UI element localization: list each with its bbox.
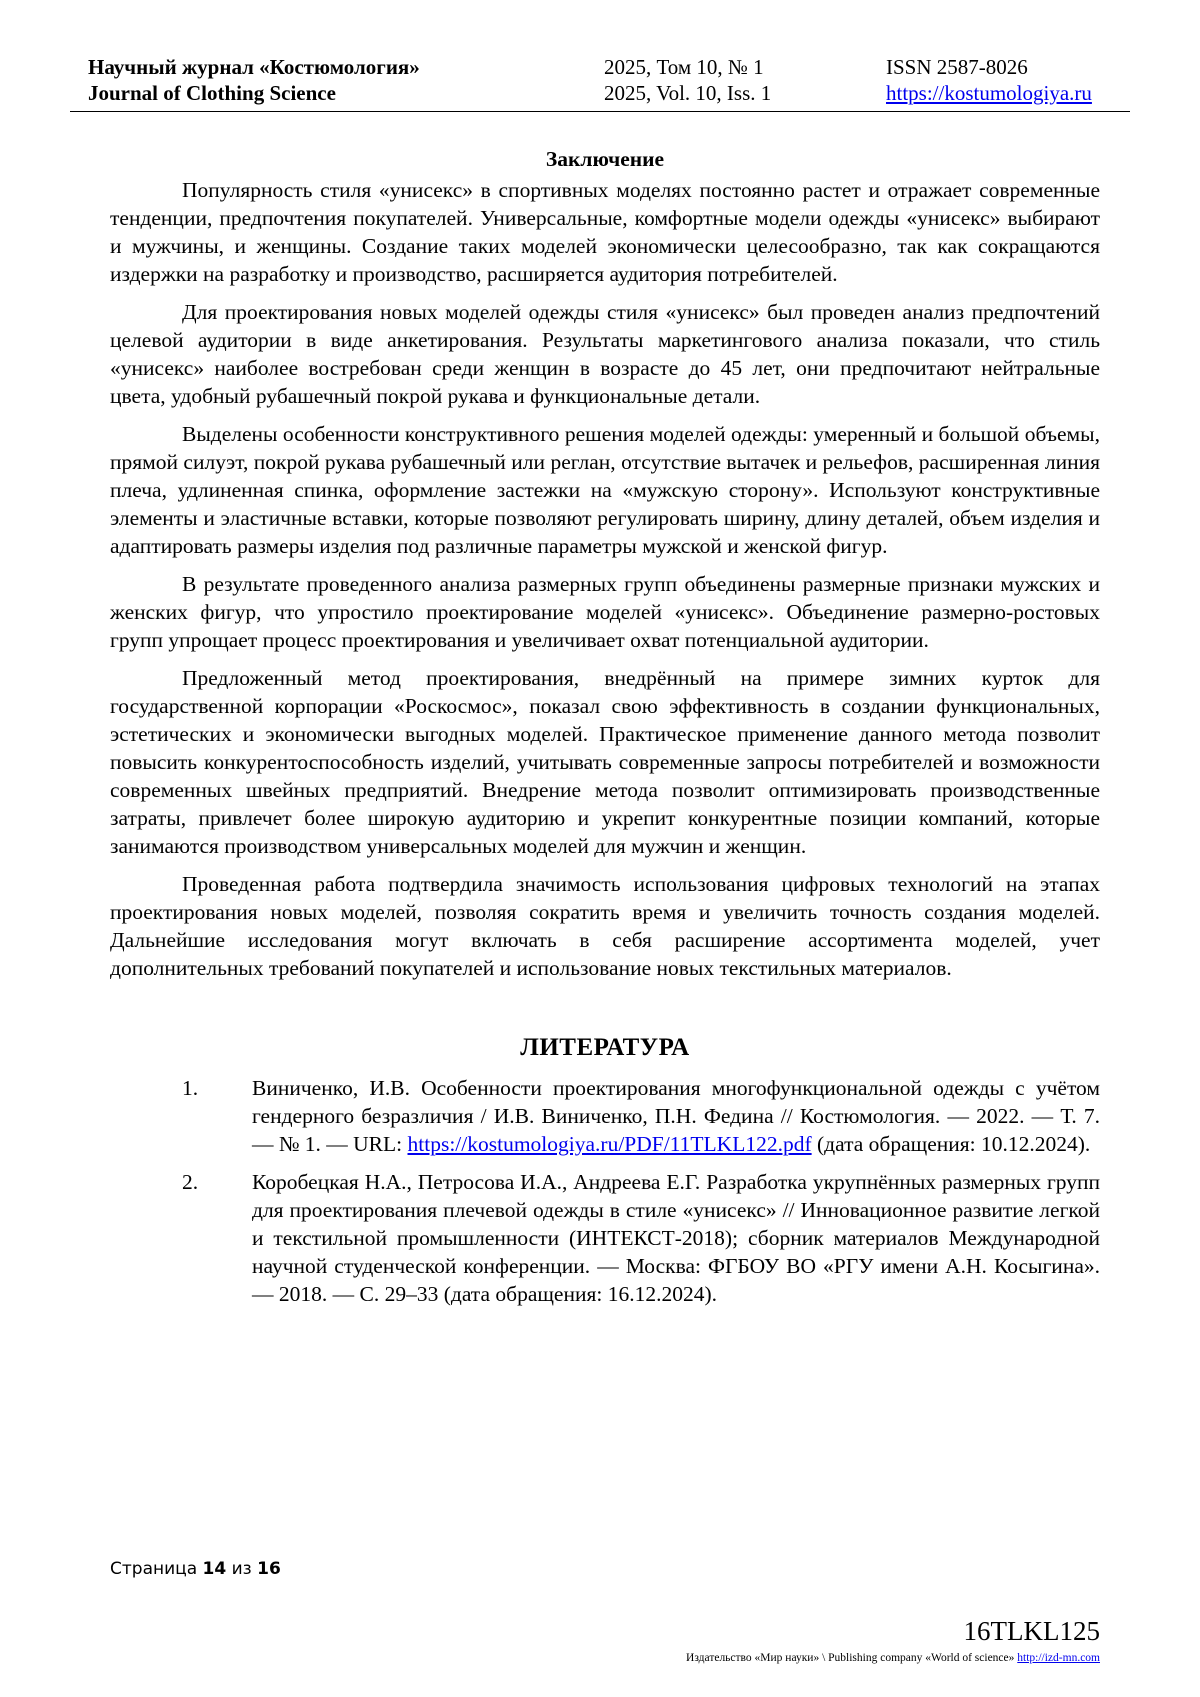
header-divider [70, 111, 1130, 112]
page-number [110, 1559, 281, 1579]
conclusion-paragraph: Выделены особенности конструктивного решения моделей одежды: умеренный и большой объемы, прямой силуэт, покрой рукава рубашечный или реглан, отсутствие вытачек и рельефов, расширенная линия плеча, удлиненная спинка, оформление застежки на «мужскую сторону». Используют конструктивные элементы и эластичные вставки, которые позволяют регулировать ширину, длину деталей, объем изделия и адаптировать размеры изделия под различные параметры мужской и женской фигур. [110, 422, 1100, 558]
issue-ru: 2025, Том 10, № 1 [604, 55, 764, 79]
page-current: 14 [202, 1559, 227, 1579]
reference-text: Коробецкая Н.А., Петросова И.А., Андреева Е.Г. Разработка укрупнённых размерных групп для проектирования плечевой одежды в стиле «унисекс» // Инновационное развитие легкой и текстильной промышленности (ИНТЕКСТ-2018); сборник материалов Международной научной студенческой конференции. — Москва: ФГБОУ ВО «РГУ имени А.Н. Косыгина». — 2018. — С. 29–33 (дата обращения: 16.12.2024). [252, 1170, 1100, 1306]
issn-block [886, 54, 1092, 106]
journal-title-ru: Научный журнал «Костюмология» [88, 55, 420, 79]
conclusion-heading: Заключение [545, 147, 665, 171]
issue-en: 2025, Vol. 10, Iss. 1 [604, 81, 772, 105]
publisher-text: Издательство «Мир науки» \ Publishing company «World of science» [686, 1652, 1015, 1664]
reference-link[interactable]: https://kostumologiya.ru/PDF/11TLKL122.pdf [407, 1132, 812, 1156]
conclusion-paragraph: В результате проведенного анализа размерных групп объединены размерные признаки мужских и женских фигур, что упростило проектирование моделей «унисекс». Объединение размерно-ростовых групп упрощает процесс проектирования и увеличивает охват потенциальной аудитории. [110, 572, 1100, 652]
reference-text-after: (дата обращения: 10.12.2024). [811, 1132, 1091, 1156]
reference-item [110, 1074, 1100, 1158]
conclusion-paragraph: Проведенная работа подтвердила значимость использования цифровых технологий на этапах проектирования новых моделей, позволяя сократить время и увеличить точность создания моделей. Дальнейшие исследования могут включать в себя расширение ассортимента моделей, учет дополнительных требований покупателей и использование новых текстильных материалов. [110, 872, 1100, 980]
journal-title-block [88, 54, 420, 106]
reference-text [252, 1074, 1100, 1158]
reference-number: 1. [182, 1076, 199, 1100]
conclusion-paragraph: Предложенный метод проектирования, внедрённый на примере зимних курток для государственной корпорации «Роскосмос», показал свою эффективность в создании функциональных, эстетических и экономически выгодных моделей. Практическое применение данного метода позволит повысить конкурентоспособность изделий, учитывать современные запросы потребителей и возможности современных швейных предприятий. Внедрение метода позволит оптимизировать производственные затраты, привлечет более широкую аудиторию и укрепит конкурентные позиции компаний, которые занимаются производством универсальных моделей для мужчин и женщин. [110, 666, 1100, 858]
issue-block [604, 54, 771, 106]
journal-title-en: Journal of Clothing Science [88, 81, 336, 105]
references-heading: ЛИТЕРАТУРА [520, 1034, 690, 1061]
conclusion-paragraph: Популярность стиля «унисекс» в спортивных моделях постоянно растет и отражает современные тенденции, предпочтения покупателей. Универсальные, комфортные модели одежды «унисекс» выбирают и мужчины, и женщины. Создание таких моделей экономически целесообразно, так как сокращаются издержки на разработку и производство, расширяется аудитория потребителей. [110, 178, 1100, 286]
page-separator: из [231, 1559, 252, 1579]
page-total: 16 [257, 1559, 281, 1579]
article-body [110, 145, 1100, 1318]
page-prefix: Страница [110, 1559, 198, 1579]
reference-text-before: Виниченко, И.В. Особенности проектирования многофункциональной одежды с учётом гендерного безразличия / И.В. Виниченко, П.Н. Федина // Костюмология. — 2022. — Т. 7. — № 1. — URL: [252, 1076, 1100, 1156]
journal-site-link[interactable]: https://kostumologiya.ru [886, 81, 1092, 105]
publisher-link[interactable]: http://izd-mn.com [1017, 1652, 1100, 1664]
reference-item [110, 1168, 1100, 1308]
conclusion-paragraph: Для проектирования новых моделей одежды стиля «унисекс» был проведен анализ предпочтений целевой аудитории в виде анкетирования. Результаты маркетингового анализа показали, что стиль «унисекс» наиболее востребован среди женщин в возрасте до 45 лет, они предпочитают нейтральные цвета, удобный рубашечный покрой рукава и функциональные детали. [110, 300, 1100, 408]
reference-number: 2. [182, 1170, 199, 1194]
issn: ISSN 2587-8026 [886, 55, 1028, 79]
article-code: 16TLKL125 [963, 1616, 1100, 1646]
publisher-line [686, 1652, 1100, 1664]
